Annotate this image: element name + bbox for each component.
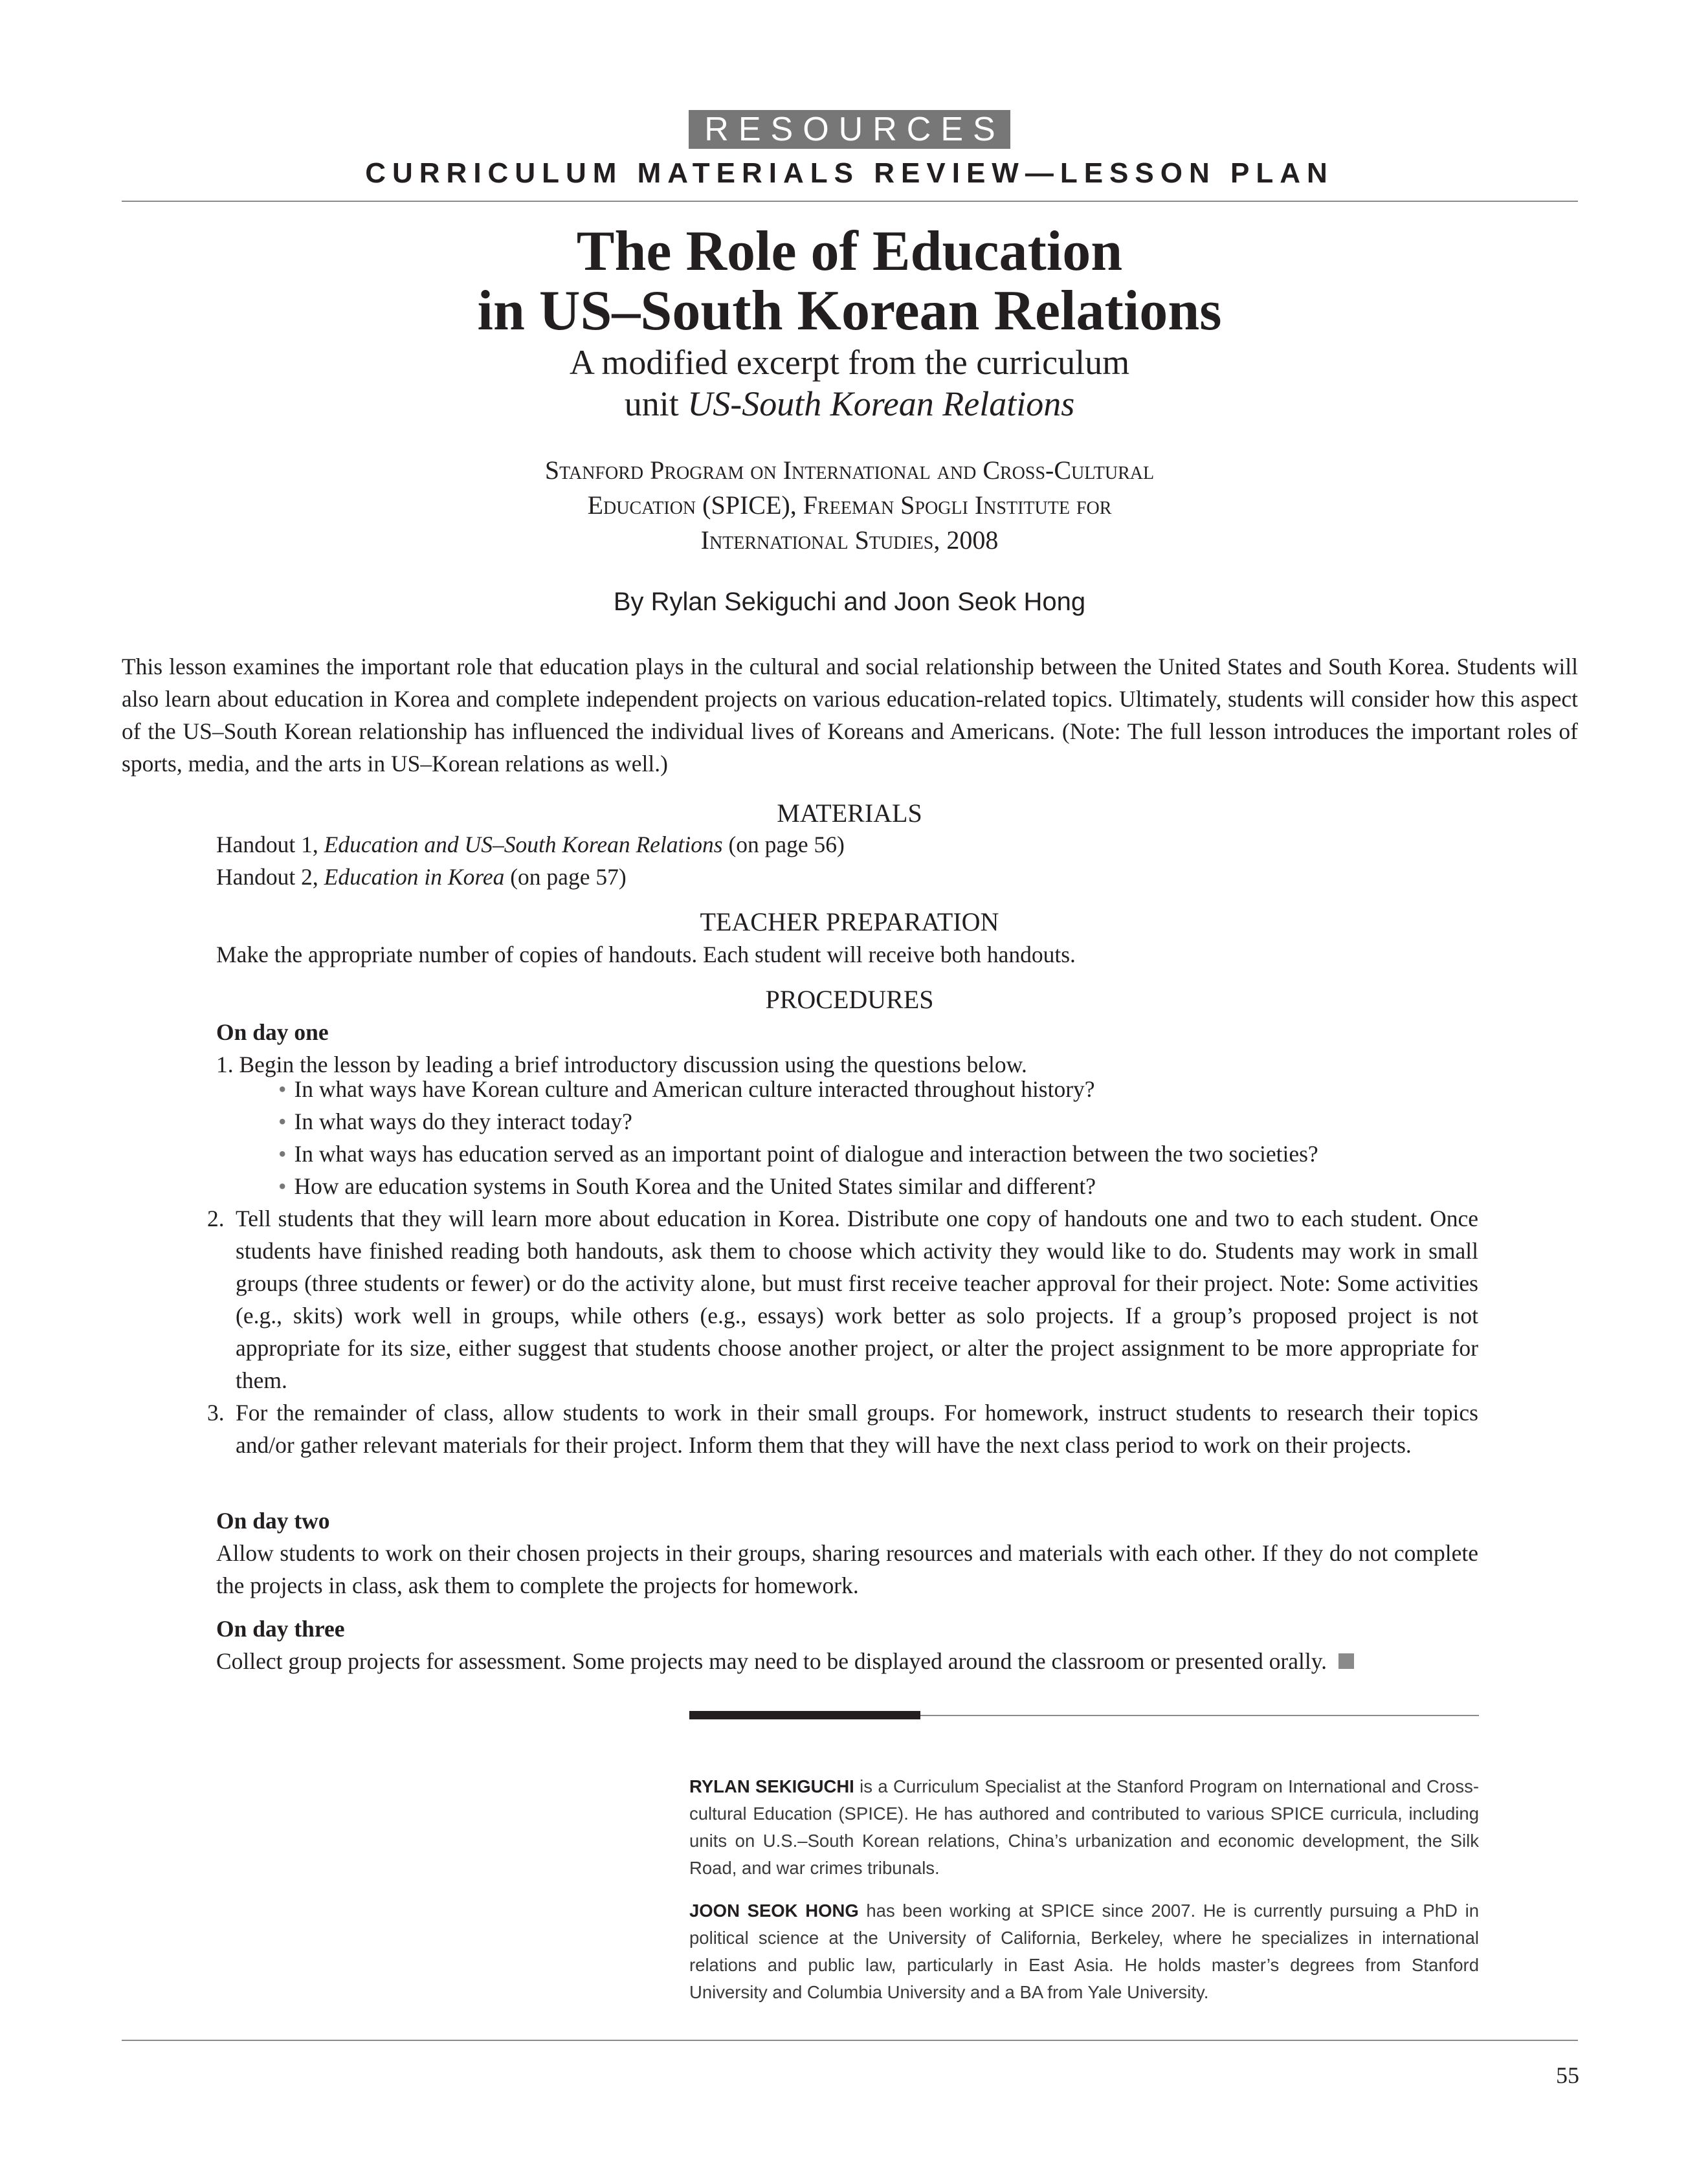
list-item: • In what ways do they interact today? (278, 1105, 1318, 1138)
title-line-1: The Role of Education (576, 220, 1123, 283)
unit-title: US-South Korean Relations (687, 384, 1075, 423)
subtitle-line-1: A modified excerpt from the curriculum (569, 343, 1130, 382)
materials-item-2: Handout 2, Education in Korea (on page 57) (216, 864, 627, 890)
list-item: • How are education systems in South Korea and the United States similar and different? (278, 1170, 1318, 1202)
article-subtitle (0, 342, 1699, 425)
teacher-prep-text: Make the appropriate number of copies of handouts. Each student will receive both handouts. (216, 942, 1076, 967)
source-credit: Stanford Program on International and Cross-Cultural Education (SPICE), Freeman Spogli Institute for International Studies, 2008 (544, 456, 1155, 555)
title-line-2: in US–South Korean Relations (477, 280, 1222, 342)
footer-rule (122, 2040, 1578, 2041)
byline: By Rylan Sekiguchi and Joon Seok Hong (613, 588, 1086, 616)
subtitle-line-2: unit US-South Korean Relations (624, 384, 1075, 423)
page-number: 55 (1556, 2062, 1579, 2088)
article-title (0, 222, 1699, 341)
day-two-label: On day two (216, 1508, 330, 1534)
step-3: 3. For the remainder of class, allow students to work in their small groups. For homework, instruct students to research their topics and/or gather relevant materials for their project. Inform them that they will have the next class period to work on their projects. (236, 1396, 1478, 1461)
step-1: 1. Begin the lesson by leading a brief introductory discussion using the questions below. (216, 1052, 1027, 1077)
author-bio-1: RYLAN SEKIGUCHI is a Curriculum Specialist at the Stanford Program on International and Cross-cultural Education (SPICE). He has authored and contributed to various SPICE curricula, including units on U.S.–South Korean relations, China’s urbanization and economic development, the Silk Road, and war crimes tribunals. (689, 1776, 1479, 1878)
day-two-text: Allow students to work on their chosen projects in their groups, sharing resources and materials with each other. If they do not complete the projects in class, ask them to complete the projects for homework. (216, 1540, 1478, 1598)
intro-paragraph: This lesson examines the important role that education plays in the cultural and social relationship between the United States and South Korea. Students will also learn about education in Korea and complete independent projects on various education-related topics. Ultimately, students will consider how this aspect of the US–South Korean relationship has influenced the individual lives of Koreans and Americans. (Note: The full lesson introduces the important roles of sports, media, and the arts in US–Korean relations as well.) (122, 654, 1578, 777)
author-bio-2: JOON SEOK HONG has been working at SPICE since 2007. He is currently pursuing a PhD in political science at the University of California, Berkeley, where he specializes in international relations and public law, particularly in East Asia. He holds master’s degrees from Stanford University and Columbia University and a BA from Yale University. (689, 1901, 1479, 2002)
end-mark-square (1338, 1653, 1354, 1669)
day-one-label: On day one (216, 1019, 329, 1045)
list-item: • In what ways have Korean culture and American culture interacted throughout history? (278, 1073, 1318, 1105)
procedures-heading: PROCEDURES (765, 985, 934, 1014)
discussion-questions (278, 1073, 1318, 1202)
header-rule (122, 201, 1578, 202)
step-2-number: 2. (207, 1206, 225, 1231)
day-three-text: Collect group projects for assessment. Some projects may need to be displayed around the classroom or presented orally. (216, 1645, 1478, 1677)
materials-item-1: Handout 1, Education and US–South Korean Relations (on page 56) (216, 832, 845, 857)
teacher-prep-heading: TEACHER PREPARATION (700, 907, 999, 936)
materials-heading: MATERIALS (777, 799, 922, 828)
bio-divider-accent (689, 1711, 920, 1719)
section-label: CURRICULUM MATERIALS REVIEW—LESSON PLAN (365, 157, 1334, 189)
list-item: • In what ways has education served as an important point of dialogue and interaction between the two societies? (278, 1138, 1318, 1170)
resources-kicker: RESOURCES (689, 110, 1010, 149)
step-2: 2. Tell students that they will learn more about education in Korea. Distribute one copy of handouts one and two to each student. Once students have finished reading both handouts, ask them to choose which activity they would like to do. Students may work in small groups (three students or fewer) or do the activity alone, but must first receive teacher approval for their project. Note: Some activities (e.g., skits) work well in groups, while others (e.g., essays) work better as solo projects. If a group’s proposed project is not appropriate for its size, either suggest that students choose another project, or alter the project assignment to be more appropriate for them. (236, 1202, 1478, 1396)
day-three-label: On day three (216, 1616, 345, 1642)
step-3-number: 3. (207, 1400, 225, 1426)
